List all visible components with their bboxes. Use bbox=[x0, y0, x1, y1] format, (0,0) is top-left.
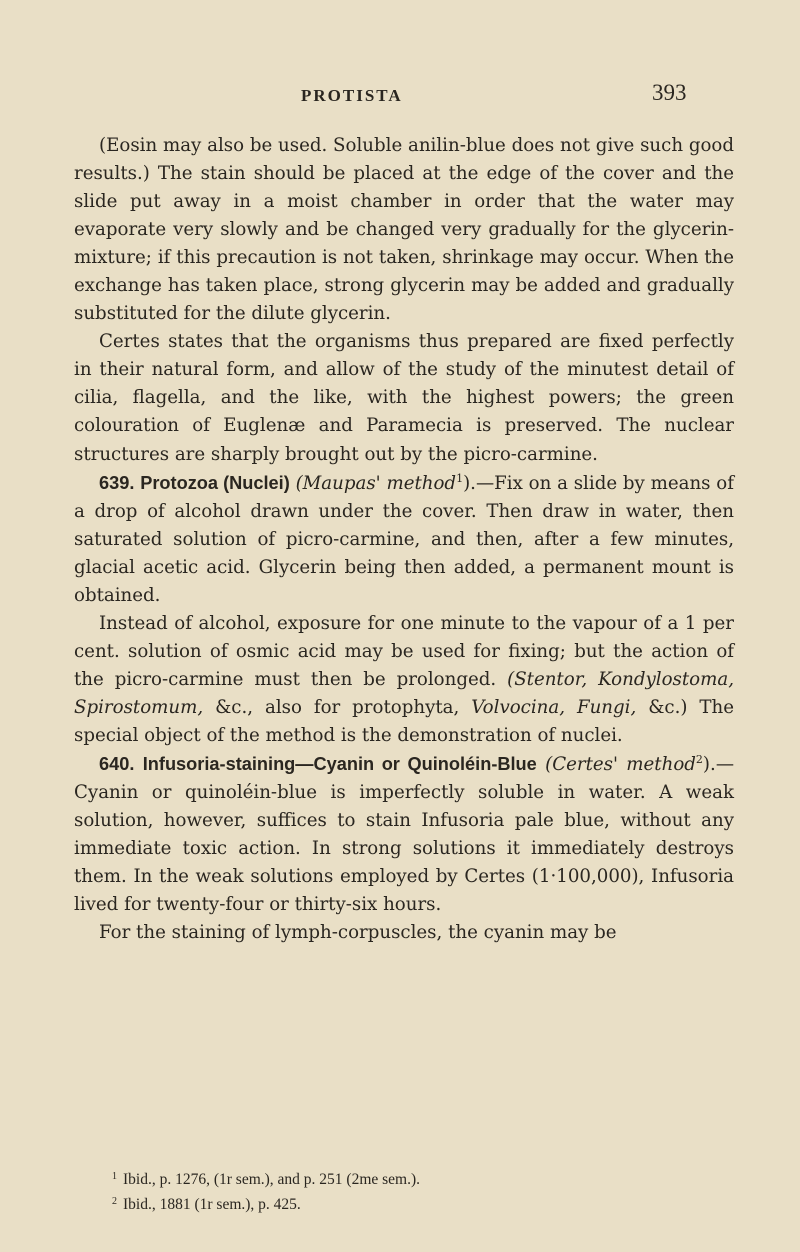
section-heading: Protozoa (Nuclei) bbox=[140, 472, 290, 493]
running-head bbox=[0, 80, 800, 120]
footnote-ref: 1 bbox=[456, 471, 464, 485]
section-640 bbox=[74, 750, 734, 919]
paragraph-certes: Certes states that the organisms thus prepared are fixed perfectly in their natural form, and allow of the study of the minutest detail of cilia, flagella, and the like, with the highest powers; the green colouration of Euglenæ and Paramecia is preserved. The nuclear structures are sharply brought out by the picro-carmine. bbox=[74, 331, 734, 465]
footnote-2 bbox=[112, 1191, 712, 1216]
paragraph-eosin: (Eosin may also be used. Soluble anilin-blue does not give such good results.) The stain should be placed at the edge of the cover and the slide put away in a moist chamber in order that the water may evaporate very slowly and be changed very gradually for the glycerin-mixture; if this precaution is not taken, shrinkage may occur. When the exchange has taken place, strong glycerin may be added and gradually substituted for the dilute glycerin. bbox=[74, 135, 734, 325]
genera-list: (Stentor, Kondylostoma, Spirostomum, bbox=[74, 668, 734, 718]
footnotes bbox=[112, 1166, 712, 1216]
section-method-close: ). bbox=[702, 754, 716, 776]
section-text: —Cyanin or quinoléin-blue is imperfectly soluble in water. A weak solution, however, suffices to stain Infusoria pale blue, without any immediate toxic action. In strong solutions it immediately destroys them. In the weak solutions employed by Certes (1·100,000), Infusoria lived for twenty-four or thirty-six hours. bbox=[74, 754, 734, 916]
body-text bbox=[74, 132, 734, 947]
footnote-mark: 1 bbox=[112, 1171, 117, 1182]
section-method-close: ). bbox=[463, 472, 476, 494]
page-number: 393 bbox=[652, 80, 687, 105]
section-method-tag: (Certes' method bbox=[545, 754, 696, 776]
paragraph-text-mid: &c., also for protophyta, bbox=[203, 696, 472, 718]
footnote-text: Ibid., 1881 (1r sem.), p. 425. bbox=[123, 1196, 301, 1213]
paragraph-lymph: For the staining of lymph-corpuscles, the cyanin may be bbox=[99, 922, 617, 944]
footnote-text: Ibid., p. 1276, (1r sem.), and p. 251 (2me sem.). bbox=[123, 1171, 421, 1188]
section-639 bbox=[74, 469, 734, 610]
paragraph-text: Instead of alcohol, exposure for one minute to the vapour of a 1 per cent. solution of osmic acid may be used for fixing; but the action of the picro-carmine must then be prolonged. bbox=[74, 612, 734, 690]
section-number: 639. bbox=[99, 472, 135, 493]
section-method-tag: (Maupas' method bbox=[295, 472, 457, 494]
genera-list-2: Volvocina, Fungi, bbox=[471, 696, 637, 718]
paragraph-text-end: &c.) The special object of the method is the demonstration of nuclei. bbox=[74, 696, 734, 746]
running-title: PROTISTA bbox=[301, 86, 403, 105]
footnote-mark: 2 bbox=[112, 1196, 117, 1207]
paragraph-osmic bbox=[74, 610, 734, 750]
footnote-ref: 2 bbox=[695, 752, 703, 766]
footnote-1 bbox=[112, 1166, 712, 1191]
section-text: —Fix on a slide by means of a drop of alcohol drawn under the cover. Then draw in water, then saturated solution of picro-carmine, and then, after a few minutes, glacial acetic acid. Glycerin being then added, a permanent mount is obtained. bbox=[74, 472, 734, 606]
section-number: 640. bbox=[99, 754, 135, 775]
section-heading: Infusoria-staining—Cyanin or Quinoléin-Blue bbox=[142, 754, 537, 775]
